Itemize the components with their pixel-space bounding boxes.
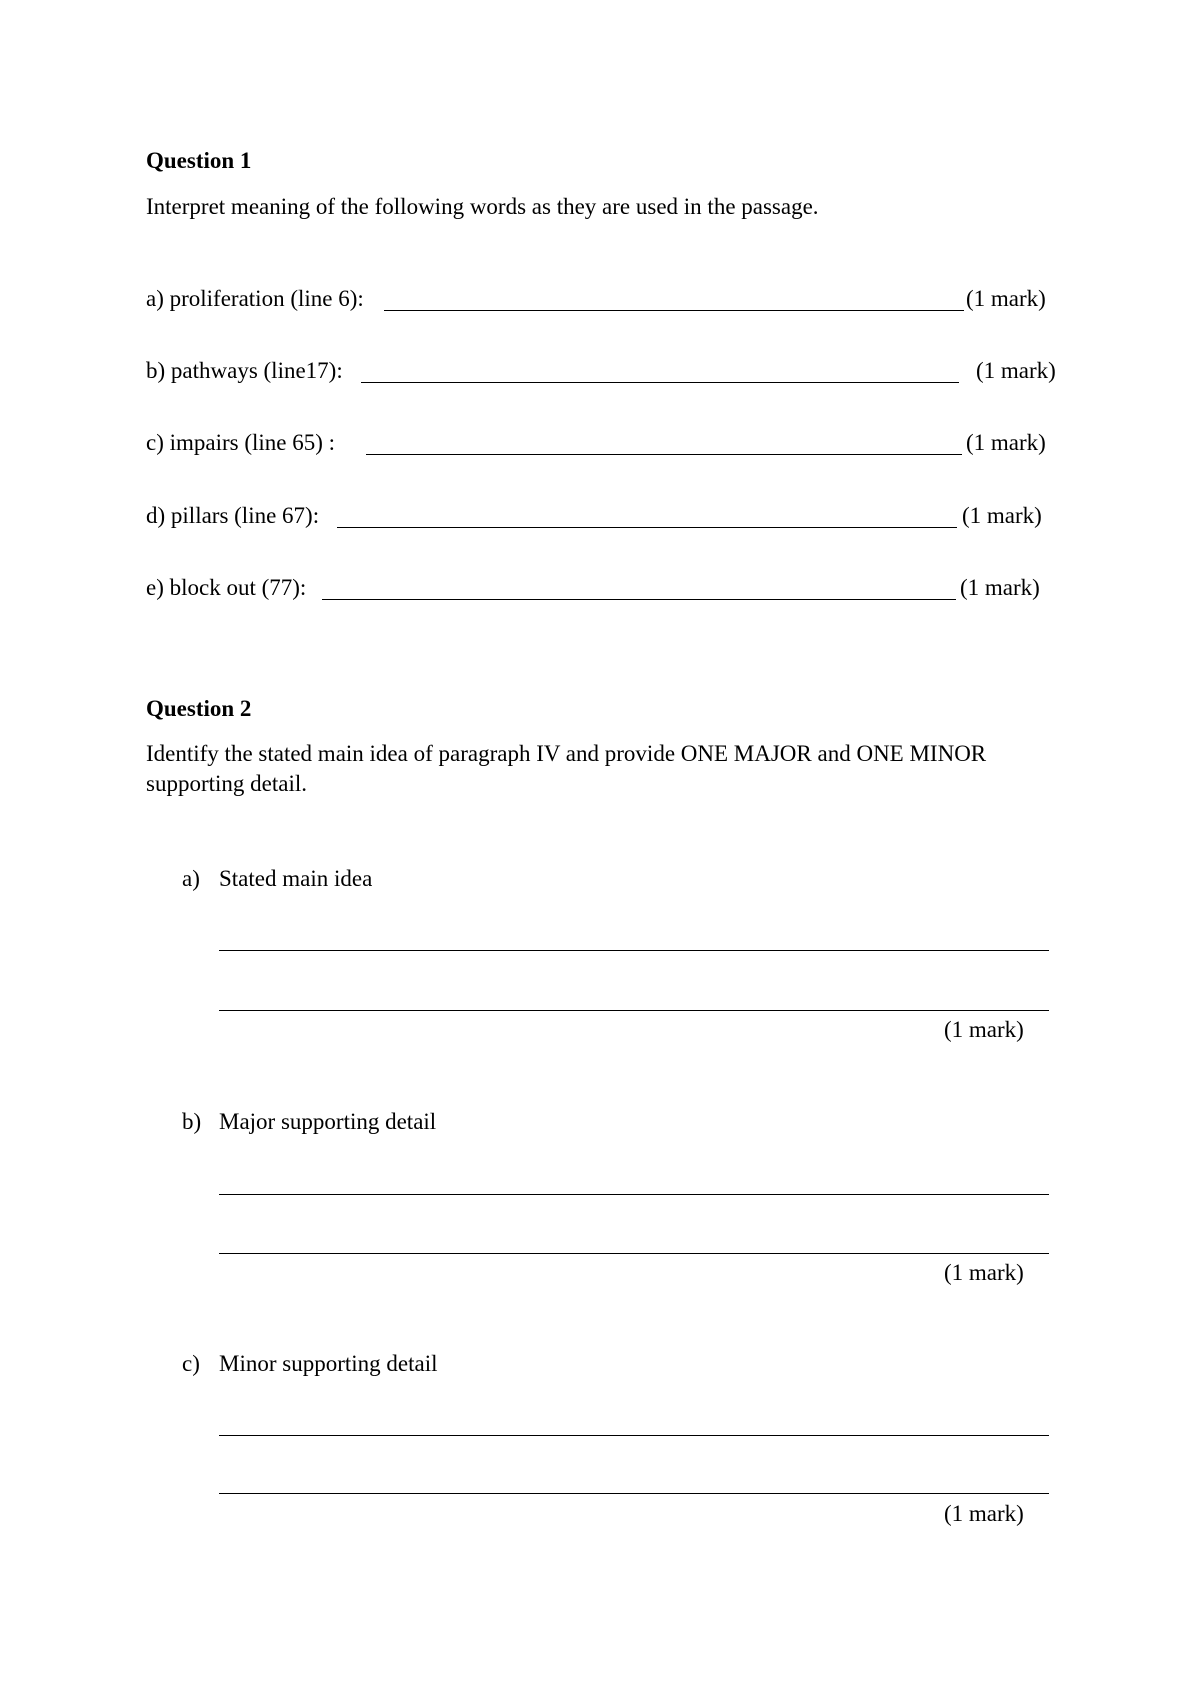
question-1-item-e <box>146 574 1052 602</box>
part-c-mark: (1 mark) <box>944 1501 1024 1526</box>
question-1-heading: Question 1 <box>146 148 252 173</box>
mark-label: (1 mark) <box>976 358 1056 383</box>
question-1-item-b <box>146 357 1062 385</box>
mark-label: (1 mark) <box>966 430 1046 455</box>
answer-blank[interactable] <box>322 599 956 600</box>
item-label: b) pathways (line17): <box>146 358 343 383</box>
item-label: a) proliferation (line 6): <box>146 286 364 311</box>
question-2-heading: Question 2 <box>146 696 252 721</box>
mark-label: (1 mark) <box>966 286 1046 311</box>
answer-blank[interactable] <box>384 310 964 311</box>
part-a-title: Stated main idea <box>219 866 373 891</box>
part-b-mark: (1 mark) <box>944 1260 1024 1285</box>
question-1-instruction: Interpret meaning of the following words as they are used in the passage. <box>146 194 819 219</box>
question-1-item-c <box>146 429 1052 457</box>
item-label: e) block out (77): <box>146 575 307 600</box>
mark-label: (1 mark) <box>962 503 1042 528</box>
mark-label: (1 mark) <box>960 575 1040 600</box>
item-label: c) impairs (line 65) : <box>146 430 336 455</box>
answer-blank[interactable] <box>337 527 957 528</box>
part-a-answer-line-1[interactable] <box>219 950 1049 951</box>
part-b-answer-line-2[interactable] <box>219 1253 1049 1254</box>
part-a-mark: (1 mark) <box>944 1017 1024 1042</box>
answer-blank[interactable] <box>361 382 959 383</box>
part-b-title: Major supporting detail <box>219 1109 437 1134</box>
question-1-item-d <box>146 502 1052 530</box>
part-a-letter: a) <box>182 866 200 891</box>
part-c-answer-line-2[interactable] <box>219 1493 1049 1494</box>
question-2-instruction: Identify the stated main idea of paragraph IV and provide ONE MAJOR and ONE MINOR supporting detail. <box>146 741 987 796</box>
answer-blank[interactable] <box>366 454 962 455</box>
part-a-answer-line-2[interactable] <box>219 1010 1049 1011</box>
part-c-title: Minor supporting detail <box>219 1351 438 1376</box>
item-label: d) pillars (line 67): <box>146 503 320 528</box>
part-b-answer-line-1[interactable] <box>219 1194 1049 1195</box>
part-c-letter: c) <box>182 1351 200 1376</box>
part-c-answer-line-1[interactable] <box>219 1435 1049 1436</box>
question-1-item-a <box>146 285 1052 313</box>
part-b-letter: b) <box>182 1109 202 1134</box>
